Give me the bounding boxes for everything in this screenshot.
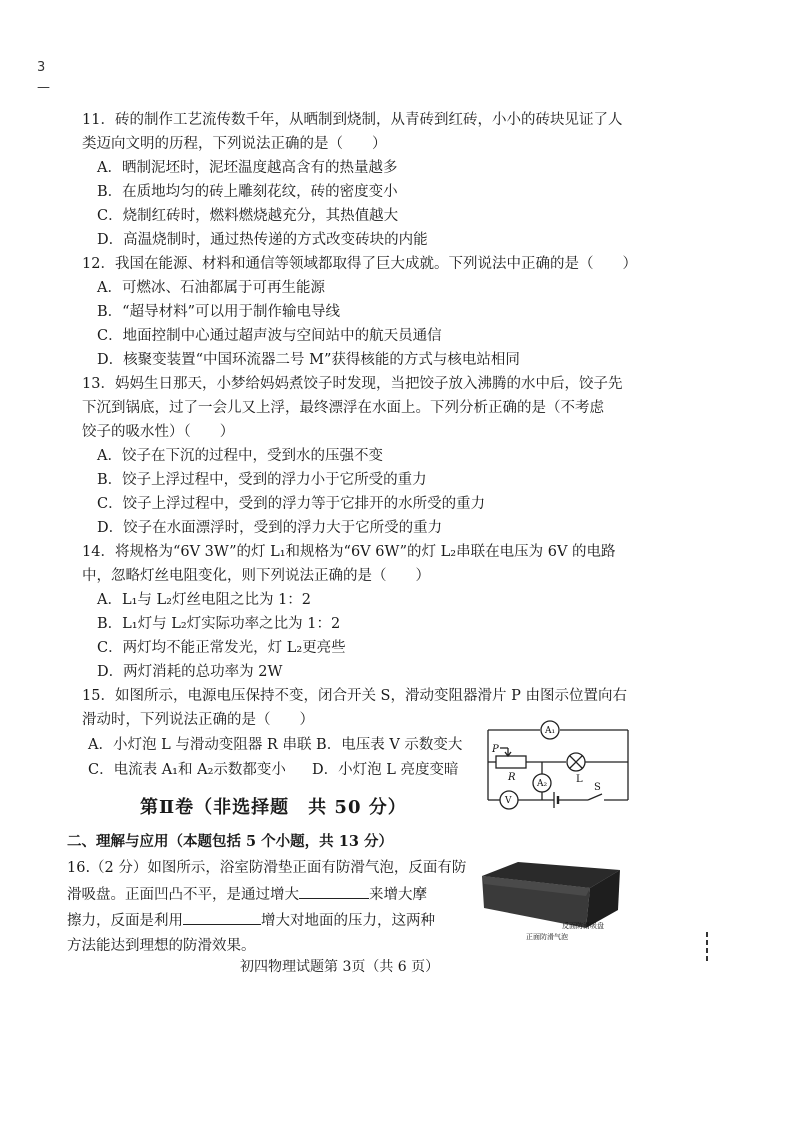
page-footer: 初四物理试题第 3页（共 6 页） — [240, 959, 440, 975]
q16-line1: 16.（2 分）如图所示，浴室防滑垫正面有防滑气泡，反面有防 — [67, 860, 467, 876]
q16-line3-text-b: 增大对地面的压力，这两种 — [261, 913, 435, 929]
q16-line3-text-a: 擦力，反面是利用 — [67, 913, 183, 929]
q13-option-d: D．饺子在水面漂浮时，受到的浮力大于它所受的重力 — [97, 520, 443, 536]
label-front-bubbles: 正面防滑气泡 — [526, 933, 568, 941]
q15-option-ab: A．小灯泡 L 与滑动变阻器 R 串联 B．电压表 V 示数变大 — [88, 737, 463, 753]
q11-stem-line1: 11．砖的制作工艺流传数千年，从晒制到烧制，从青砖到红砖，小小的砖块见证了人 — [82, 112, 623, 128]
q16-blank-2[interactable] — [183, 910, 261, 925]
label-v: V — [505, 796, 512, 806]
q15-option-c: C．电流表 A₁和 A₂示数都变小 — [88, 762, 286, 778]
q15-option-d: D．小灯泡 L 亮度变暗 — [312, 762, 459, 778]
label-l: L — [576, 774, 583, 785]
q16-blank-1[interactable] — [299, 884, 369, 899]
q16-line3 — [67, 910, 435, 931]
label-s: S — [594, 782, 601, 793]
q13-option-a: A．饺子在下沉的过程中，受到水的压强不变 — [97, 448, 383, 464]
label-a2: A₂ — [537, 779, 548, 789]
q11-option-d: D．高温烧制时，通过热传递的方式改变砖块的内能 — [97, 232, 428, 248]
rheostat-symbol — [496, 756, 526, 768]
page-corner-dash: — — [37, 80, 50, 95]
section-2-subheading: 二、理解与应用（本题包括 5 个小题，共 13 分） — [67, 833, 393, 850]
q14-option-a: A．L₁与 L₂灯丝电阻之比为 1：2 — [97, 592, 312, 608]
q14-option-d: D．两灯消耗的总功率为 2W — [97, 664, 283, 680]
circuit-diagram — [478, 714, 638, 810]
label-back-suction: 反面防滑吸盘 — [562, 922, 604, 930]
q16-line4: 方法能达到理想的防滑效果。 — [67, 938, 256, 954]
q12-option-c: C．地面控制中心通过超声波与空间站中的航天员通信 — [97, 328, 442, 344]
q16-line2-text-b: 来增大摩 — [369, 887, 427, 903]
q11-option-a: A．晒制泥坯时，泥坯温度越高含有的热量越多 — [97, 160, 398, 176]
q14-stem-line2: 中，忽略灯丝电阻变化，则下列说法正确的是（ ） — [82, 568, 430, 584]
q12-option-a: A．可燃冰、石油都属于可再生能源 — [97, 280, 325, 296]
q11-option-b: B．在质地均匀的砖上雕刻花纹，砖的密度变小 — [97, 184, 398, 200]
q16-line2-text-a: 滑吸盘。正面凹凸不平，是通过增大 — [67, 887, 299, 903]
q14-option-b: B．L₁灯与 L₂灯实际功率之比为 1：2 — [97, 616, 341, 632]
q13-stem-line3: 饺子的吸水性）（ ） — [82, 424, 235, 440]
q12-option-b: B．“超导材料”可以用于制作输电导线 — [97, 304, 340, 320]
q13-stem-line2: 下沉到锅底，过了一会儿又上浮，最终漂浮在水面上。下列分析正确的是（不考虑 — [82, 400, 604, 416]
q13-option-c: C．饺子上浮过程中，受到的浮力等于它排开的水所受的重力 — [97, 496, 486, 512]
q12-stem-line1: 12．我国在能源、材料和通信等领域都取得了巨大成就。下列说法中正确的是（ ） — [82, 256, 637, 272]
label-r: R — [508, 772, 516, 783]
q16-line2 — [67, 884, 427, 905]
q11-option-c: C．烧制红砖时，燃料燃烧越充分，其热值越大 — [97, 208, 399, 224]
section-2-heading: 第Ⅱ卷（非选择题 共 50 分） — [140, 797, 407, 818]
q13-stem-line1: 13．妈妈生日那天，小梦给妈妈煮饺子时发现，当把饺子放入沸腾的水中后，饺子先 — [82, 376, 623, 392]
q15-stem-line2: 滑动时，下列说法正确的是（ ） — [82, 712, 314, 728]
label-p: P — [492, 744, 499, 755]
q11-stem-line2: 类迈向文明的历程，下列说法正确的是（ ） — [82, 136, 387, 152]
q14-option-c: C．两灯均不能正常发光，灯 L₂更亮些 — [97, 640, 346, 656]
q15-stem-line1: 15．如图所示，电源电压保持不变，闭合开关 S，滑动变阻器滑片 P 由图示位置向右 — [82, 688, 627, 704]
page-corner-number: 3 — [37, 60, 46, 75]
q14-stem-line1: 14．将规格为“6V 3W”的灯 L₁和规格为“6V 6W”的灯 L₂串联在电压为 6V 的电路 — [82, 544, 616, 560]
anti-slip-mat-image — [478, 858, 624, 942]
q13-option-b: B．饺子上浮过程中，受到的浮力小于它所受的重力 — [97, 472, 427, 488]
label-a1: A₁ — [545, 726, 556, 736]
q12-option-d: D．核聚变装置“中国环流器二号 M”获得核能的方式与核电站相同 — [97, 352, 520, 368]
